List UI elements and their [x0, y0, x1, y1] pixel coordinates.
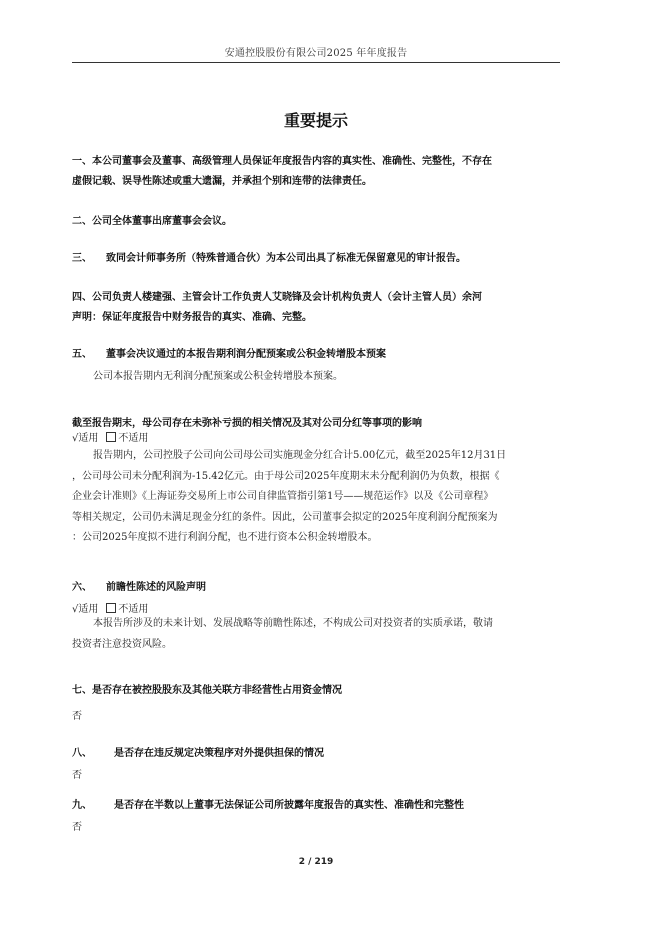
- statement-6-body-line-1: 本报告所涉及的未来计划、发展战略等前瞻性陈述，不构成公司对投资者的实质承诺，敬请: [93, 618, 493, 629]
- statement-9-number: 九、: [72, 800, 92, 811]
- statement-1-line-2: 虚假记载、误导性陈述或重大遗漏，并承担个别和连带的法律责任。: [72, 176, 372, 187]
- deficit-applicable-option: √适用: [72, 433, 99, 444]
- statement-8-answer: 否: [72, 770, 82, 781]
- statement-5-body: 公司本报告期内无利润分配预案或公积金转增股本预案。: [93, 371, 343, 382]
- statement-6-body: [72, 614, 564, 655]
- statement-6-text: 前瞻性陈述的风险声明: [106, 582, 206, 593]
- deficit-body-line-5: ：公司2025年度拟不进行利润分配，也不进行资本公积金转增股本。: [72, 532, 378, 543]
- deficit-body-line-4: 等相关规定，公司仍未满足现金分红的条件。因此，公司董事会拟定的2025年度利润分配预案为: [72, 511, 498, 523]
- deficit-body-line-3: 企业会计准则》《上海证券交易所上市公司自律监管指引第1号——规范运作》以及《公司章程》: [72, 491, 494, 502]
- page-number: 2 / 219: [298, 857, 334, 867]
- statement-9-answer: 否: [72, 822, 82, 833]
- running-header: 安通控股股份有限公司2025 年年度报告: [224, 48, 408, 59]
- deficit-body: [72, 446, 564, 549]
- statement-6-not-applicable-option: 不适用: [118, 604, 149, 615]
- statement-5-heading: [72, 345, 564, 365]
- statement-6-heading: [72, 578, 564, 598]
- statement-3-number: 三、: [72, 253, 92, 264]
- statement-1-line-1: 一、本公司董事会及董事、高级管理人员保证年度报告内容的真实性、准确性、完整性，不存在: [72, 156, 492, 167]
- checkbox-icon: [106, 432, 116, 442]
- statement-4-line-2: 声明：保证年度报告中财务报告的真实、准确、完整。: [72, 312, 312, 323]
- statement-5-number: 五、: [72, 349, 92, 360]
- statement-9-text: 是否存在半数以上董事无法保证公司所披露年度报告的真实性、准确性和完整性: [114, 800, 464, 811]
- statement-2: 二、公司全体董事出席董事会会议。: [72, 216, 232, 227]
- statement-5-text: 董事会决议通过的本报告期利润分配预案或公积金转增股本预案: [106, 349, 386, 360]
- statement-7-answer: 否: [72, 711, 82, 722]
- statement-4: [72, 288, 564, 328]
- statement-8-text: 是否存在违反规定决策程序对外提供担保的情况: [114, 748, 324, 759]
- statement-3-text: 致同会计师事务所（特殊普通合伙）为本公司出具了标准无保留意见的审计报告。: [106, 253, 466, 264]
- statement-1: [72, 152, 564, 192]
- page-title: 重要提示: [283, 111, 348, 130]
- checkbox-icon: [106, 603, 116, 613]
- statement-6-body-line-2: 投资者注意投资风险。: [72, 638, 172, 650]
- statement-8-heading: [72, 744, 564, 764]
- statement-8-number: 八、: [72, 748, 92, 759]
- statement-6-applicable-option: √适用: [72, 604, 99, 615]
- deficit-heading: 截至报告期末，母公司存在未弥补亏损的相关情况及其对公司分红等事项的影响: [72, 418, 422, 429]
- statement-7-heading: 七、是否存在被控股股东及其他关联方非经营性占用资金情况: [72, 685, 342, 696]
- statement-9-heading: [72, 796, 564, 816]
- deficit-body-line-1: 报告期内，公司控股子公司向公司母公司实施现金分红合计5.00亿元，截至2025年12月31日: [93, 450, 507, 461]
- statement-3: [72, 249, 564, 269]
- statement-6-number: 六、: [72, 582, 92, 593]
- deficit-not-applicable-option: 不适用: [118, 433, 149, 444]
- statement-4-line-1: 四、公司负责人楼建强、主管会计工作负责人艾晓锋及会计机构负责人（会计主管人员）余河: [72, 292, 482, 303]
- deficit-body-line-2: ，公司母公司未分配利润为-15.42亿元。由于母公司2025年度期末未分配利润仍为负数，根据《: [72, 470, 500, 482]
- header-divider: [72, 62, 560, 63]
